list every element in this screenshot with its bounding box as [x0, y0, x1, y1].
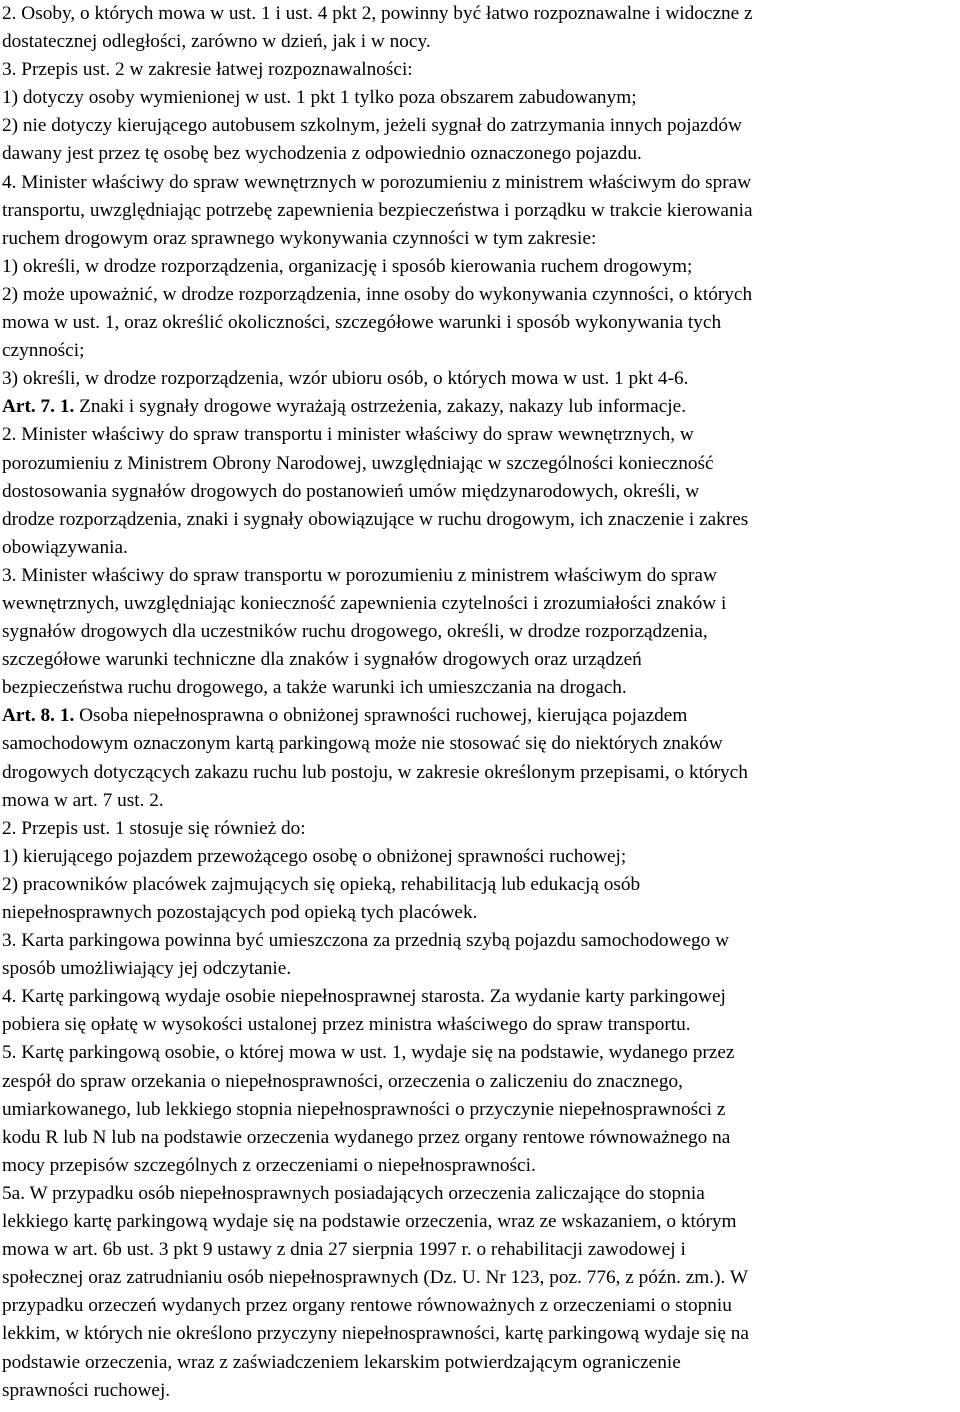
text-line: samochodowym oznaczonym kartą parkingową może nie stosować się do niektórych znaków: [2, 733, 723, 755]
text-line: dawany jest przez tę osobę bez wychodzenia z odpowiednio oznaczonego pojazdu.: [2, 143, 642, 165]
text-line: porozumieniu z Ministrem Obrony Narodowej, uwzględniając w szczególności konieczność: [2, 452, 714, 474]
text-line: ruchem drogowym oraz sprawnego wykonywania czynności w tym zakresie:: [2, 227, 597, 249]
text-line: mowa w art. 6b ust. 3 pkt 9 ustawy z dnia 27 sierpnia 1997 r. o rehabilitacji zawodowej i: [2, 1239, 686, 1261]
text-line: 2. Przepis ust. 1 stosuje się również do:: [2, 817, 306, 839]
text-line: 3) określi, w drodze rozporządzenia, wzór ubioru osób, o których mowa w ust. 1 pkt 4-6.: [2, 368, 689, 390]
text-line: 4. Minister właściwy do spraw wewnętrznych w porozumieniu z ministrem właściwym do spraw: [2, 171, 752, 193]
text-line: transportu, uwzględniając potrzebę zapewnienia bezpieczeństwa i porządku w trakcie kierowania: [2, 199, 753, 221]
text-line: 3. Karta parkingowa powinna być umieszczona za przednią szybą pojazdu samochodowego w: [2, 930, 730, 952]
article-7-heading: Art. 7.: [2, 396, 56, 418]
text-line: dostosowania sygnałów drogowych do postanowień umów międzynarodowych, określi, w: [2, 480, 700, 502]
article-7-line: [2, 393, 958, 421]
article-8-text: Osoba niepełnosprawna o obniżonej sprawności ruchowej, kierująca pojazdem: [74, 705, 688, 727]
text-line: umiarkowanego, lub lekkiego stopnia niepełnosprawności o przyczynie niepełnosprawności z: [2, 1098, 726, 1120]
text-line: czynności;: [2, 340, 85, 362]
text-line: pobiera się opłatę w wysokości ustalonej przez ministra właściwego do spraw transportu.: [2, 1014, 691, 1036]
text-line: 5a. W przypadku osób niepełnosprawnych posiadających orzeczenia zaliczające do stopnia: [2, 1182, 705, 1204]
text-line: 1) określi, w drodze rozporządzenia, organizację i sposób kierowania ruchem drogowym;: [2, 255, 693, 277]
article-7-number: 1.: [55, 396, 75, 418]
text-line: sprawności ruchowej.: [2, 1379, 171, 1401]
text-line: obowiązywania.: [2, 536, 128, 558]
text-line: 1) dotyczy osoby wymienionej w ust. 1 pkt 1 tylko poza obszarem zabudowanym;: [2, 87, 637, 109]
text-line: kodu R lub N lub na podstawie orzeczenia wydanego przez organy rentowe równoważnego na: [2, 1126, 731, 1148]
text-line: zespół do spraw orzekania o niepełnosprawności, orzeczenia o zaliczeniu do znacznego,: [2, 1070, 683, 1092]
text-line: mocy przepisów szczególnych z orzeczeniami o niepełnosprawności.: [2, 1154, 536, 1176]
text-line: szczegółowe warunki techniczne dla znaków i sygnałów drogowych oraz urządzeń: [2, 649, 642, 671]
text-line: społecznej oraz zatrudnianiu osób niepełnosprawnych (Dz. U. Nr 123, poz. 776, z późn. zm.). W: [2, 1267, 749, 1289]
text-line: 2) może upoważnić, w drodze rozporządzenia, inne osoby do wykonywania czynności, o których: [2, 283, 753, 305]
text-line: wewnętrznych, uwzględniając konieczność zapewnienia czytelności i zrozumiałości znaków i: [2, 592, 727, 614]
article-8-heading: Art. 8.: [2, 705, 56, 727]
text-line: 4. Kartę parkingową wydaje osobie niepełnosprawnej starosta. Za wydanie karty parkingowej: [2, 986, 726, 1008]
text-line: bezpieczeństwa ruchu drogowego, a także warunki ich umieszczania na drogach.: [2, 677, 627, 699]
text-line: drodze rozporządzenia, znaki i sygnały obowiązujące w ruchu drogowym, ich znaczenie i zakres: [2, 508, 749, 530]
text-line: przypadku orzeczeń wydanych przez organy rentowe równoważnych z orzeczeniami o stopniu: [2, 1295, 732, 1317]
text-line: niepełnosprawnych pozostających pod opieką tych placówek.: [2, 902, 478, 923]
text-line: sygnałów drogowych dla uczestników ruchu drogowego, określi, w drodze rozporządzenia,: [2, 621, 708, 643]
text-line: lekkim, w których nie określono przyczyny niepełnosprawności, kartę parkingową wydaje się na: [2, 1323, 749, 1345]
text-line: 5. Kartę parkingową osobie, o której mowa w ust. 1, wydaje się na podstawie, wydanego przez: [2, 1042, 735, 1064]
text-line: 2) nie dotyczy kierującego autobusem szkolnym, jeżeli sygnał do zatrzymania innych pojazdów: [2, 115, 742, 137]
article-7-text: Znaki i sygnały drogowe wyrażają ostrzeżenia, zakazy, nakazy lub informacje.: [74, 396, 687, 418]
text-line: lekkiego kartę parkingową wydaje się na podstawie orzeczenia, wraz ze wskazaniem, o którym: [2, 1211, 737, 1233]
text-line: 2) pracowników placówek zajmujących się opieką, rehabilitacją lub edukacją osób: [2, 873, 641, 895]
article-8-line: [2, 702, 958, 730]
text-line: sposób umożliwiający jej odczytanie.: [2, 958, 292, 980]
text-line: podstawie orzeczenia, wraz z zaświadczeniem lekarskim potwierdzającym ograniczenie: [2, 1351, 681, 1373]
text-line: mowa w ust. 1, oraz określić okoliczności, szczegółowe warunki i sposób wykonywania tych: [2, 312, 722, 334]
document-body: [2, 0, 958, 1405]
article-8-number: 1.: [55, 705, 75, 727]
text-line: 3. Minister właściwy do spraw transportu w porozumieniu z ministrem właściwym do spraw: [2, 564, 717, 586]
text-line: drogowych dotyczących zakazu ruchu lub postoju, w zakresie określonym przepisami, o których: [2, 761, 748, 783]
text-line: 1) kierującego pojazdem przewożącego osobę o obniżonej sprawności ruchowej;: [2, 845, 627, 867]
text-line: 2. Osoby, o których mowa w ust. 1 i ust. 4 pkt 2, powinny być łatwo rozpoznawalne i widoczne z: [2, 3, 753, 24]
text-line: 2. Minister właściwy do spraw transportu i minister właściwy do spraw wewnętrznych, w: [2, 424, 694, 446]
text-line: 3. Przepis ust. 2 w zakresie łatwej rozpoznawalności:: [2, 59, 413, 81]
text-line: mowa w art. 7 ust. 2.: [2, 789, 164, 811]
text-line: dostatecznej odległości, zarówno w dzień, jak i w nocy.: [2, 31, 431, 53]
